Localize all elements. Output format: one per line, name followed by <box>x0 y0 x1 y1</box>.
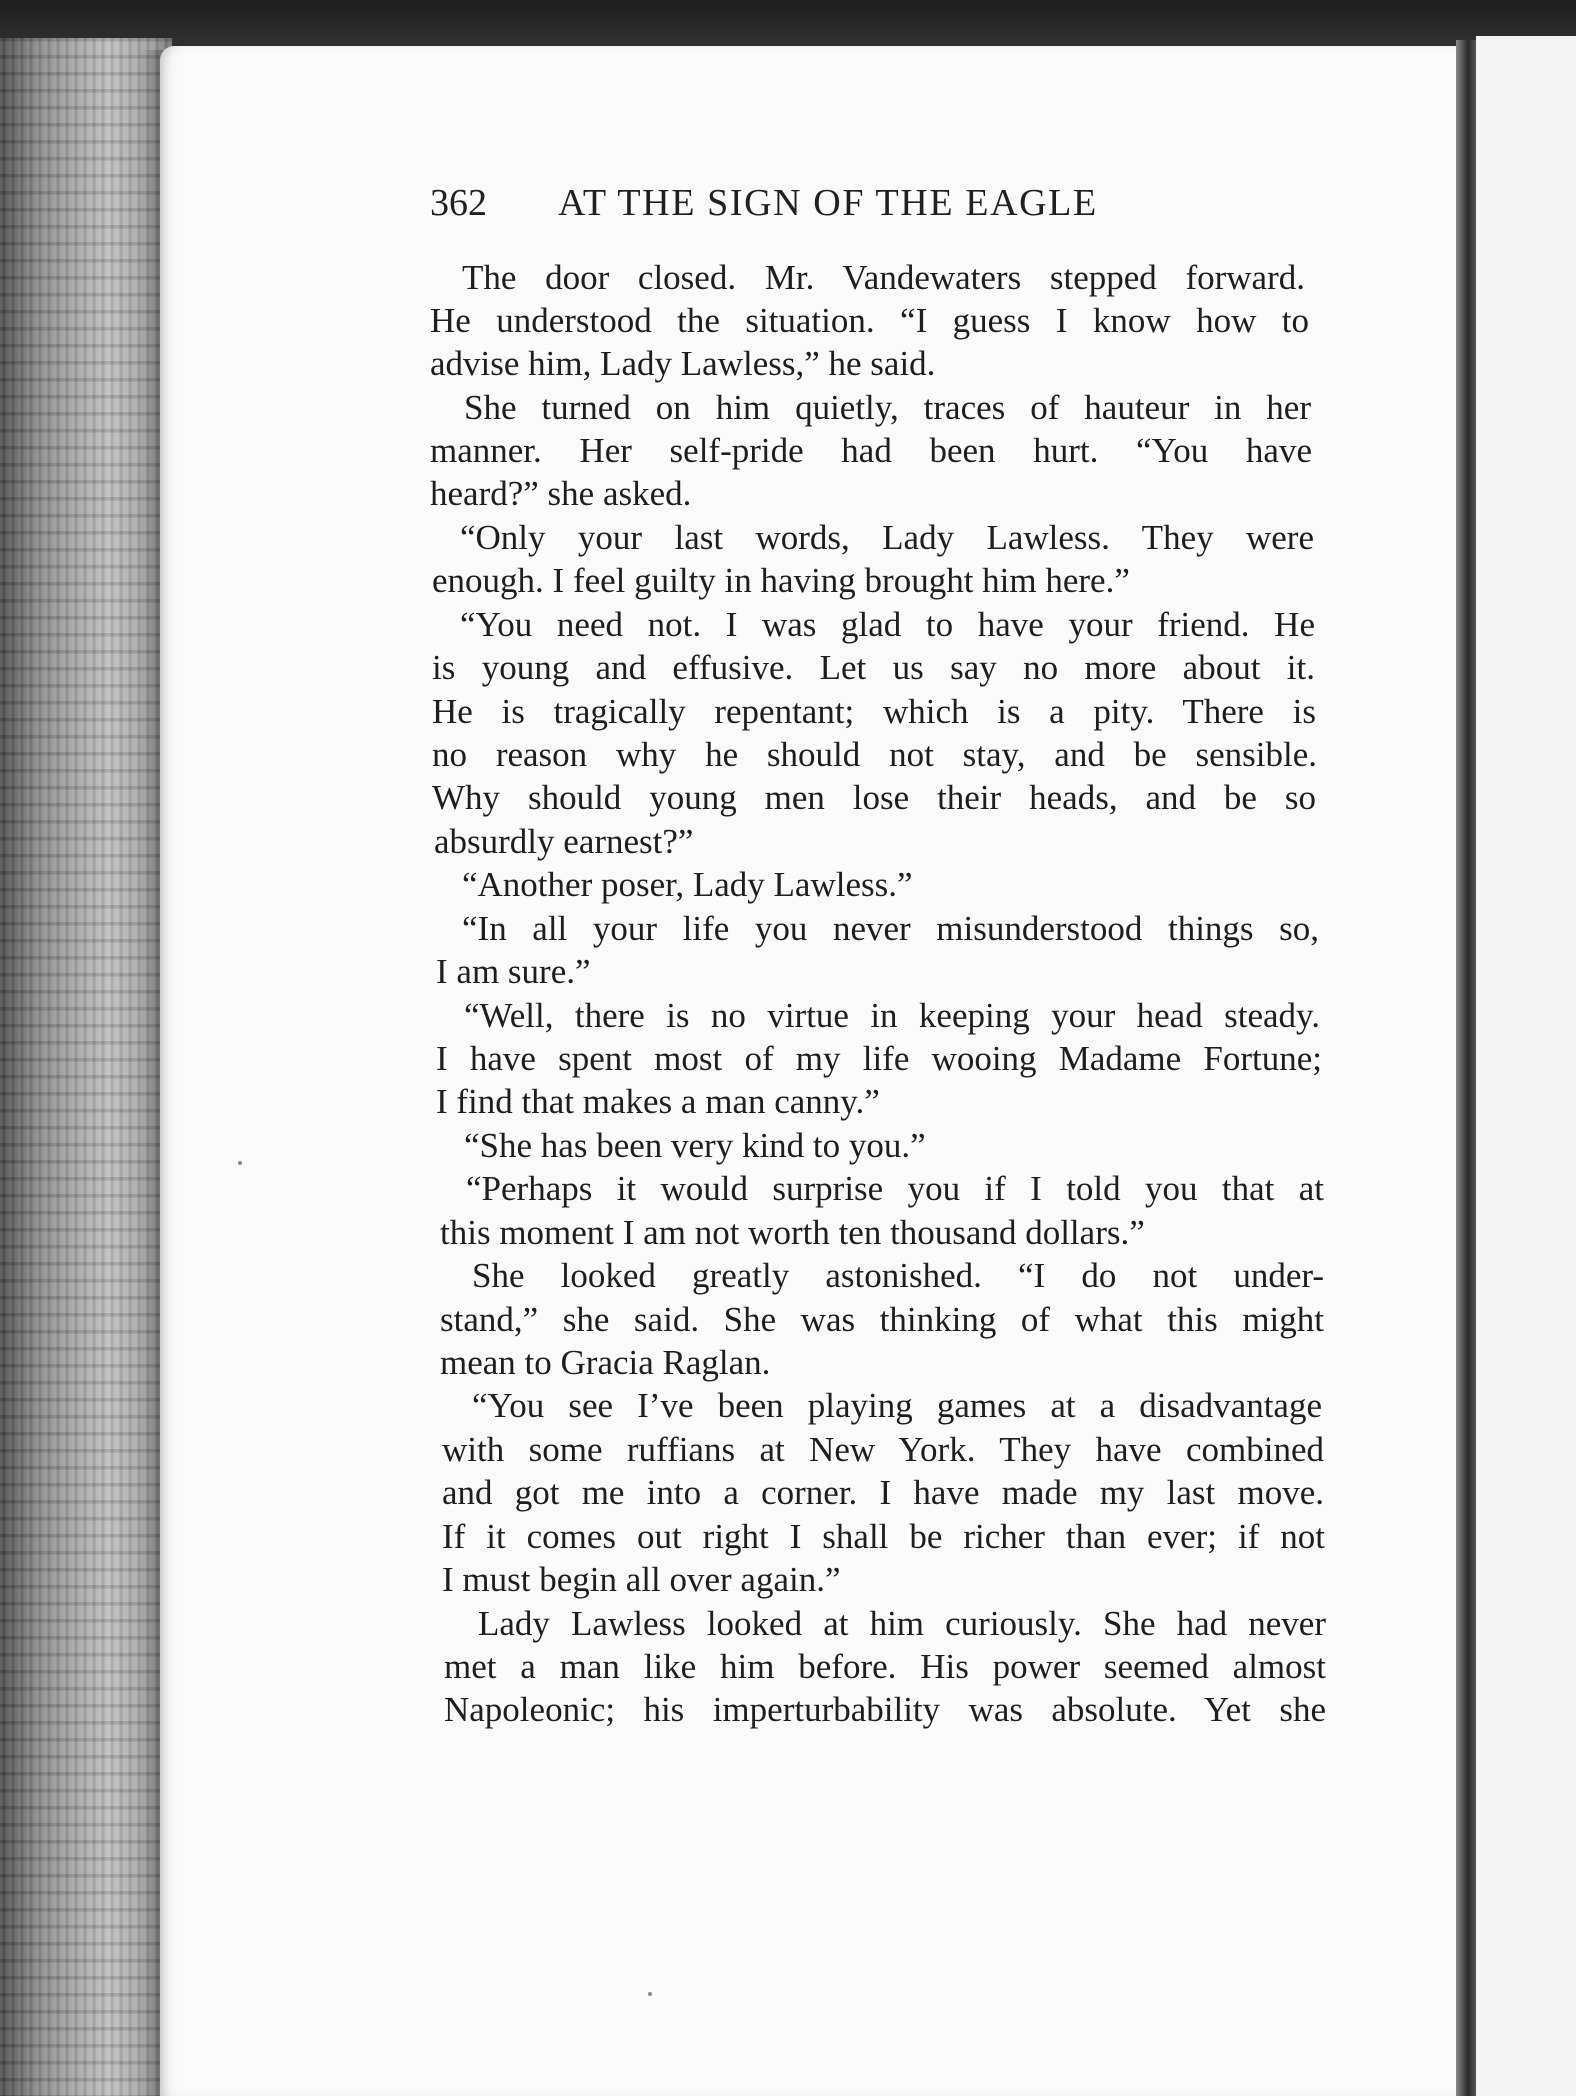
text-line: heard?” she asked. <box>430 474 692 513</box>
text-line: I am sure.” <box>436 952 591 991</box>
text-line: Why should young men lose their heads, and be so <box>432 778 1316 817</box>
text-line: “You need not. I was glad to have your friend. He <box>460 605 1315 644</box>
text-line: “Only your last words, Lady Lawless. They were <box>460 518 1314 557</box>
text-line: manner. Her self-pride had been hurt. “You have <box>430 431 1312 470</box>
text-line: If it comes out right I shall be richer than ever; if not <box>442 1517 1325 1556</box>
text-line: absurdly earnest?” <box>434 822 694 861</box>
text-line: He understood the situation. “I guess I know how to <box>430 301 1309 340</box>
text-line: this moment I am not worth ten thousand dollars.” <box>440 1213 1145 1252</box>
text-line: Lady Lawless looked at him curiously. She had never <box>478 1604 1326 1643</box>
text-line: She looked greatly astonished. “I do not under- <box>472 1256 1324 1295</box>
text-line: He is tragically repentant; which is a pity. There is <box>432 692 1316 731</box>
text-line: “Another poser, Lady Lawless.” <box>462 865 913 904</box>
text-line: and got me into a corner. I have made my last move. <box>442 1473 1324 1512</box>
text-line: no reason why he should not stay, and be sensible. <box>432 735 1317 774</box>
text-line: She turned on him quietly, traces of hauteur in her <box>464 388 1311 427</box>
text-line: met a man like him before. His power seemed almost <box>444 1647 1326 1686</box>
text-line: The door closed. Mr. Vandewaters stepped forward. <box>462 258 1305 297</box>
text-line: I find that makes a man canny.” <box>436 1082 880 1121</box>
running-title: AT THE SIGN OF THE EAGLE <box>558 182 1098 224</box>
text-line: I must begin all over again.” <box>442 1560 841 1599</box>
text-line: enough. I feel guilty in having brought him here.” <box>432 561 1130 600</box>
page-number: 362 <box>430 182 487 224</box>
text-line: “Perhaps it would surprise you if I told you that at <box>466 1169 1324 1208</box>
text-line: “Well, there is no virtue in keeping your head steady. <box>464 996 1320 1035</box>
text-line: “She has been very kind to you.” <box>464 1126 926 1165</box>
text-line: stand,” she said. She was thinking of what this might <box>440 1300 1324 1339</box>
text-line: with some ruffians at New York. They have combined <box>442 1430 1324 1469</box>
text-line: “You see I’ve been playing games at a disadvantage <box>472 1386 1322 1425</box>
text-line: advise him, Lady Lawless,” he said. <box>430 344 936 383</box>
text-line: Napoleonic; his imperturbability was absolute. Yet she <box>444 1690 1326 1729</box>
text-line: “In all your life you never misunderstood things so, <box>462 909 1319 948</box>
text-line: is young and effusive. Let us say no more about it. <box>432 648 1315 687</box>
text-line: I have spent most of my life wooing Madame Fortune; <box>436 1039 1322 1078</box>
text-line: mean to Gracia Raglan. <box>440 1343 771 1382</box>
